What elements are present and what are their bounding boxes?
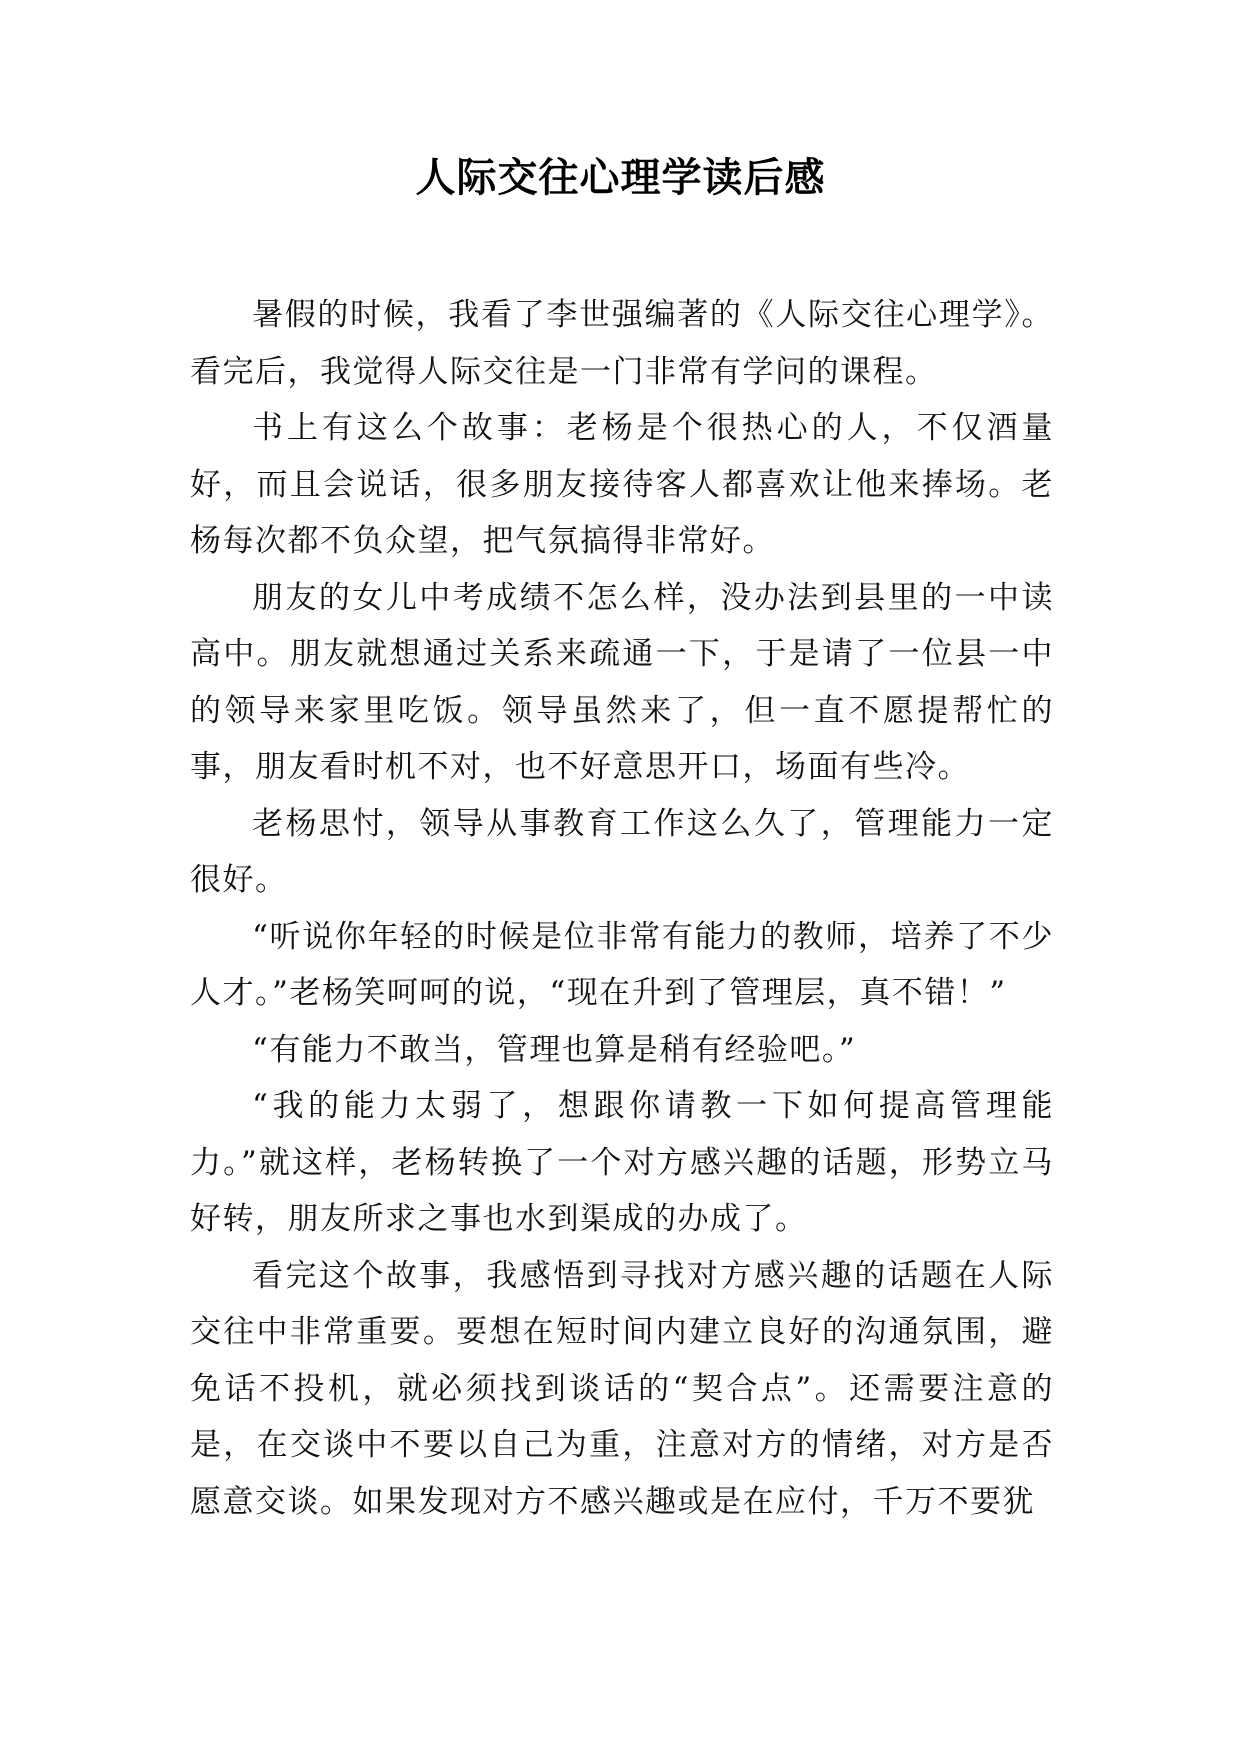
document-body — [190, 287, 1054, 1530]
paragraph-4: 老杨思忖，领导从事教育工作这么久了，管理能力一定很好。 — [190, 805, 1054, 898]
paragraph-6: “有能力不敢当，管理也算是稍有经验吧。” — [252, 1031, 857, 1068]
paragraph-8: 看完这个故事，我感悟到寻找对方感兴趣的话题在人际交往中非常重要。要想在短时间内建立良好的沟通氛围，避免话不投机，就必须找到谈话的“契合点”。还需要注意的是，在交谈中不要以自己为重，注意对方的情绪，对方是否愿意交谈。如果发现对方不感兴趣或是在应付，千万不要犹 — [190, 1257, 1054, 1520]
paragraph-7: “我的能力太弱了，想跟你请教一下如何提高管理能力。”就这样，老杨转换了一个对方感兴趣的话题，形势立马好转，朋友所求之事也水到渠成的办成了。 — [190, 1088, 1054, 1237]
document-title: 人际交往心理学读后感 — [415, 154, 826, 201]
paragraph-1: 暑假的时候，我看了李世强编著的《人际交往心理学》。看完后，我觉得人际交往是一门非常有学问的课程。 — [190, 297, 1054, 390]
paragraph-2: 书上有这么个故事：老杨是个很热心的人，不仅酒量好，而且会说话，很多朋友接待客人都喜欢让他来捧场。老杨每次都不负众望，把气氛搞得非常好。 — [190, 410, 1054, 559]
paragraph-5: “听说你年轻的时候是位非常有能力的教师，培养了不少人才。”老杨笑呵呵的说，“现在升到了管理层，真不错！” — [190, 918, 1054, 1011]
paragraph-3: 朋友的女儿中考成绩不怎么样，没办法到县里的一中读高中。朋友就想通过关系来疏通一下，于是请了一位县一中的领导来家里吃饭。领导虽然来了，但一直不愿提帮忙的事，朋友看时机不对，也不好意思开口，场面有些冷。 — [190, 579, 1054, 785]
